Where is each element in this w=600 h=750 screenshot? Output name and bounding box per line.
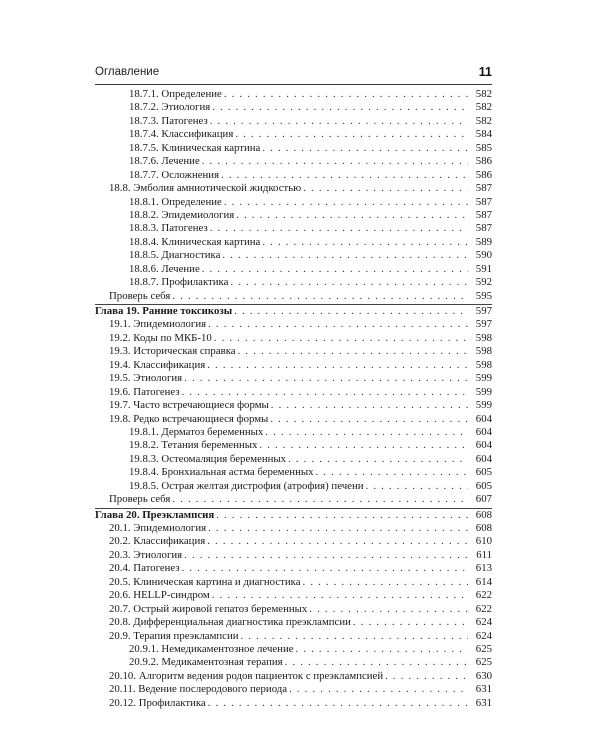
toc-entry-label: 20.7. Острый жировой гепатоз беременных bbox=[109, 602, 308, 615]
page-header bbox=[95, 64, 492, 85]
dot-leader bbox=[202, 263, 468, 276]
dot-leader bbox=[238, 345, 468, 358]
toc-entry[interactable] bbox=[95, 413, 492, 426]
toc-entry-label: 20.10. Алгоритм ведения родов пациенток с преэклампсией bbox=[109, 669, 384, 682]
toc-entry[interactable] bbox=[95, 535, 492, 548]
toc-entry-label: 18.7.1. Определение bbox=[129, 88, 222, 100]
toc-entry-label: 18.7.4. Классификация bbox=[129, 128, 234, 141]
toc-entry-label: 20.9.2. Медикаментозная терапия bbox=[129, 656, 283, 669]
toc-entry-label: 19.8.1. Дерматоз беременных bbox=[129, 425, 264, 438]
dot-leader bbox=[241, 630, 468, 643]
toc-entry[interactable] bbox=[95, 589, 492, 602]
toc-entry-page: 631 bbox=[475, 683, 492, 696]
toc-entry[interactable] bbox=[95, 142, 492, 155]
dot-leader bbox=[172, 493, 468, 506]
toc-entry-label: 19.5. Этиология bbox=[109, 372, 183, 385]
toc-entry-label: 20.6. HELLP-синдром bbox=[109, 589, 210, 602]
toc-entry-page: 592 bbox=[475, 276, 492, 289]
toc-entry-page: 625 bbox=[475, 642, 492, 655]
toc-entry-page: 622 bbox=[475, 589, 492, 602]
toc-entry[interactable] bbox=[95, 359, 492, 372]
toc-entry[interactable] bbox=[95, 128, 492, 141]
toc-entry-page: 589 bbox=[475, 235, 492, 248]
toc-entry-label: 19.3. Историческая справка bbox=[109, 345, 236, 358]
toc-entry[interactable] bbox=[95, 576, 492, 589]
toc-entry-label: 20.2. Классификация bbox=[109, 535, 206, 548]
dot-leader bbox=[353, 616, 468, 629]
toc-entry-label: 20.4. Патогенез bbox=[109, 562, 180, 575]
toc-entry-label: 20.9. Терапия преэклампсии bbox=[109, 629, 239, 642]
dot-leader bbox=[296, 643, 468, 656]
toc-entry-label: 20.1. Эпидемиология bbox=[109, 522, 207, 534]
toc-entry[interactable] bbox=[95, 549, 492, 562]
toc-entry-page: 585 bbox=[475, 141, 492, 154]
toc-entry-page: 582 bbox=[475, 101, 492, 114]
dot-leader bbox=[184, 549, 468, 562]
dot-leader bbox=[288, 453, 468, 466]
toc-entry[interactable] bbox=[95, 522, 492, 535]
toc-entry-page: 599 bbox=[475, 399, 492, 412]
toc-entry-label: 19.7. Часто встречающиеся формы bbox=[109, 399, 269, 412]
dot-leader bbox=[265, 426, 468, 439]
dot-leader bbox=[207, 535, 468, 548]
toc-entry-label: Проверь себя bbox=[109, 493, 171, 506]
toc-entry[interactable] bbox=[95, 656, 492, 669]
toc-entry-page: 582 bbox=[475, 114, 492, 127]
toc-entry-label: 20.9.1. Немедикаментозное лечение bbox=[129, 642, 294, 655]
dot-leader bbox=[285, 656, 468, 669]
toc-entry-page: 599 bbox=[475, 385, 492, 398]
toc-entry-page: 598 bbox=[475, 358, 492, 371]
dot-leader bbox=[234, 305, 468, 318]
toc-entry-page: 586 bbox=[475, 155, 492, 168]
toc-entry[interactable] bbox=[95, 169, 492, 182]
toc-entry-page: 598 bbox=[475, 331, 492, 344]
toc-entry[interactable] bbox=[95, 182, 492, 195]
dot-leader bbox=[230, 276, 468, 289]
dot-leader bbox=[184, 372, 468, 385]
toc-entry-page: 597 bbox=[475, 305, 492, 317]
dot-leader bbox=[262, 142, 468, 155]
dot-leader bbox=[224, 196, 468, 209]
dot-leader bbox=[235, 128, 468, 141]
toc-entry-label: 19.8.3. Остеомаляция беременных bbox=[129, 452, 287, 465]
toc-entry-page: 595 bbox=[475, 289, 492, 302]
dot-leader bbox=[212, 101, 468, 114]
toc-entry-page: 625 bbox=[475, 656, 492, 669]
toc-entry[interactable] bbox=[95, 372, 492, 385]
toc-entry-page: 584 bbox=[475, 128, 492, 141]
dot-leader bbox=[385, 670, 468, 683]
toc-entry[interactable] bbox=[95, 115, 492, 128]
toc-entry-label: 19.6. Патогенез bbox=[109, 385, 180, 398]
dot-leader bbox=[289, 683, 468, 696]
toc-entry-label: 18.8.5. Диагностика bbox=[129, 249, 221, 262]
dot-leader bbox=[216, 509, 468, 522]
toc-entry-label: 18.7.3. Патогенез bbox=[129, 114, 208, 127]
toc-entry-label: 20.12. Профилактика bbox=[109, 696, 206, 709]
toc-entry[interactable] bbox=[95, 643, 492, 656]
toc-entry[interactable] bbox=[95, 236, 492, 249]
toc-entry-label: Глава 20. Преэклампсия bbox=[95, 508, 215, 521]
toc-entry[interactable] bbox=[95, 399, 492, 412]
toc-entry-label: 19.8.5. Острая желтая дистрофия (атрофия) печени bbox=[129, 479, 364, 492]
dot-leader bbox=[303, 576, 468, 589]
dot-leader bbox=[208, 318, 468, 331]
toc-entry-label: 19.8.2. Тетания беременных bbox=[129, 439, 258, 452]
dot-leader bbox=[309, 603, 468, 616]
running-head-title: Оглавление bbox=[95, 66, 160, 78]
toc-entry[interactable] bbox=[95, 263, 492, 276]
toc-entry-page: 630 bbox=[475, 669, 492, 682]
table-of-contents bbox=[95, 88, 492, 710]
dot-leader bbox=[271, 399, 468, 412]
toc-entry-label: 19.8. Редко встречающиеся формы bbox=[109, 412, 269, 425]
toc-entry[interactable] bbox=[95, 155, 492, 168]
toc-entry[interactable] bbox=[95, 345, 492, 358]
toc-entry-label: 20.3. Этиология bbox=[109, 548, 183, 561]
toc-entry-label: 19.4. Классификация bbox=[109, 358, 206, 371]
toc-entry-label: 18.7.7. Осложнения bbox=[129, 168, 220, 181]
toc-entry[interactable] bbox=[95, 209, 492, 222]
dot-leader bbox=[224, 88, 468, 101]
dot-leader bbox=[210, 115, 468, 128]
dot-leader bbox=[303, 182, 468, 195]
toc-entry-label: 18.8. Эмболия амниотической жидкостью bbox=[109, 182, 302, 195]
toc-entry[interactable] bbox=[95, 332, 492, 345]
toc-entry-page: 599 bbox=[475, 372, 492, 385]
toc-entry-page: 605 bbox=[475, 479, 492, 492]
toc-entry-page: 631 bbox=[475, 696, 492, 709]
toc-entry-page: 587 bbox=[475, 182, 492, 195]
toc-entry-label: 18.8.6. Лечение bbox=[129, 262, 200, 275]
toc-entry-page: 624 bbox=[475, 629, 492, 642]
toc-entry-page: 608 bbox=[475, 522, 492, 534]
toc-entry-page: 610 bbox=[475, 535, 492, 548]
dot-leader bbox=[214, 332, 468, 345]
toc-entry-label: Глава 19. Ранние токсикозы bbox=[95, 305, 233, 317]
toc-entry-label: 20.11. Ведение послеродового периода bbox=[109, 683, 288, 696]
toc-entry-page: 590 bbox=[475, 249, 492, 262]
toc-entry[interactable] bbox=[95, 562, 492, 575]
toc-entry-label: Проверь себя bbox=[109, 289, 171, 302]
toc-entry-page: 597 bbox=[475, 318, 492, 331]
toc-entry-label: 19.8.4. Бронхиальная астма беременных bbox=[129, 466, 314, 479]
toc-entry-label: 18.8.3. Патогенез bbox=[129, 222, 208, 235]
toc-entry[interactable] bbox=[95, 249, 492, 262]
dot-leader bbox=[221, 169, 468, 182]
toc-entry[interactable] bbox=[95, 453, 492, 466]
toc-entry-label: 20.8. Дифференциальная диагностика преэклампсии bbox=[109, 616, 351, 629]
toc-entry[interactable] bbox=[95, 290, 492, 303]
dot-leader bbox=[208, 522, 468, 535]
dot-leader bbox=[366, 480, 468, 493]
dot-leader bbox=[259, 439, 468, 452]
toc-entry[interactable] bbox=[95, 697, 492, 710]
dot-leader bbox=[270, 413, 468, 426]
toc-entry-page: 611 bbox=[476, 548, 492, 561]
toc-entry[interactable] bbox=[95, 466, 492, 479]
toc-entry-page: 607 bbox=[475, 493, 492, 506]
toc-entry[interactable] bbox=[95, 603, 492, 616]
toc-entry[interactable] bbox=[95, 222, 492, 235]
toc-entry-label: 18.7.5. Клиническая картина bbox=[129, 141, 261, 154]
toc-entry-page: 608 bbox=[475, 508, 492, 521]
dot-leader bbox=[207, 359, 468, 372]
toc-entry-page: 587 bbox=[475, 222, 492, 235]
page-number: 11 bbox=[478, 65, 492, 79]
toc-chapter-entry[interactable] bbox=[95, 304, 492, 318]
toc-entry-page: 587 bbox=[475, 208, 492, 221]
toc-entry-label: 19.2. Коды по МКБ-10 bbox=[109, 331, 212, 344]
toc-entry-label: 18.8.2. Эпидемиология bbox=[129, 208, 235, 221]
toc-entry[interactable] bbox=[95, 426, 492, 439]
dot-leader bbox=[210, 222, 468, 235]
toc-entry-label: 18.8.7. Профилактика bbox=[129, 276, 229, 289]
toc-entry-page: 591 bbox=[475, 262, 492, 275]
toc-entry[interactable] bbox=[95, 386, 492, 399]
toc-entry[interactable] bbox=[95, 493, 492, 506]
toc-entry-page: 598 bbox=[475, 345, 492, 358]
toc-entry-label: 18.7.6. Лечение bbox=[129, 155, 200, 168]
toc-entry-label: 18.7.2. Этиология bbox=[129, 101, 211, 114]
toc-chapter-entry[interactable] bbox=[95, 508, 492, 522]
toc-entry-label: 19.1. Эпидемиология bbox=[109, 318, 207, 331]
toc-entry[interactable] bbox=[95, 616, 492, 629]
toc-entry-label: 20.5. Клиническая картина и диагностика bbox=[109, 575, 301, 588]
toc-entry-page: 613 bbox=[475, 562, 492, 575]
toc-entry-page: 604 bbox=[475, 439, 492, 452]
dot-leader bbox=[182, 562, 468, 575]
dot-leader bbox=[236, 209, 468, 222]
toc-entry[interactable] bbox=[95, 683, 492, 696]
dot-leader bbox=[316, 466, 469, 479]
dot-leader bbox=[208, 697, 468, 710]
toc-entry-page: 604 bbox=[475, 425, 492, 438]
toc-entry[interactable] bbox=[95, 630, 492, 643]
toc-entry[interactable] bbox=[95, 88, 492, 101]
toc-entry-page: 604 bbox=[475, 452, 492, 465]
dot-leader bbox=[172, 290, 468, 303]
toc-entry[interactable] bbox=[95, 196, 492, 209]
toc-entry-label: 18.8.1. Определение bbox=[129, 195, 222, 208]
toc-entry-page: 582 bbox=[475, 88, 492, 100]
toc-entry-page: 604 bbox=[475, 412, 492, 425]
dot-leader bbox=[262, 236, 468, 249]
toc-entry-page: 586 bbox=[475, 168, 492, 181]
dot-leader bbox=[182, 386, 468, 399]
toc-entry[interactable] bbox=[95, 480, 492, 493]
toc-entry[interactable] bbox=[95, 276, 492, 289]
toc-entry[interactable] bbox=[95, 318, 492, 331]
toc-entry-label: 18.8.4. Клиническая картина bbox=[129, 235, 261, 248]
dot-leader bbox=[212, 589, 468, 602]
toc-entry[interactable] bbox=[95, 670, 492, 683]
toc-entry[interactable] bbox=[95, 101, 492, 114]
toc-entry-page: 624 bbox=[475, 616, 492, 629]
toc-entry-page: 622 bbox=[475, 602, 492, 615]
toc-entry-page: 605 bbox=[475, 466, 492, 479]
toc-entry-page: 614 bbox=[475, 575, 492, 588]
dot-leader bbox=[222, 249, 468, 262]
toc-entry-page: 587 bbox=[475, 195, 492, 208]
toc-entry[interactable] bbox=[95, 439, 492, 452]
dot-leader bbox=[202, 155, 468, 168]
